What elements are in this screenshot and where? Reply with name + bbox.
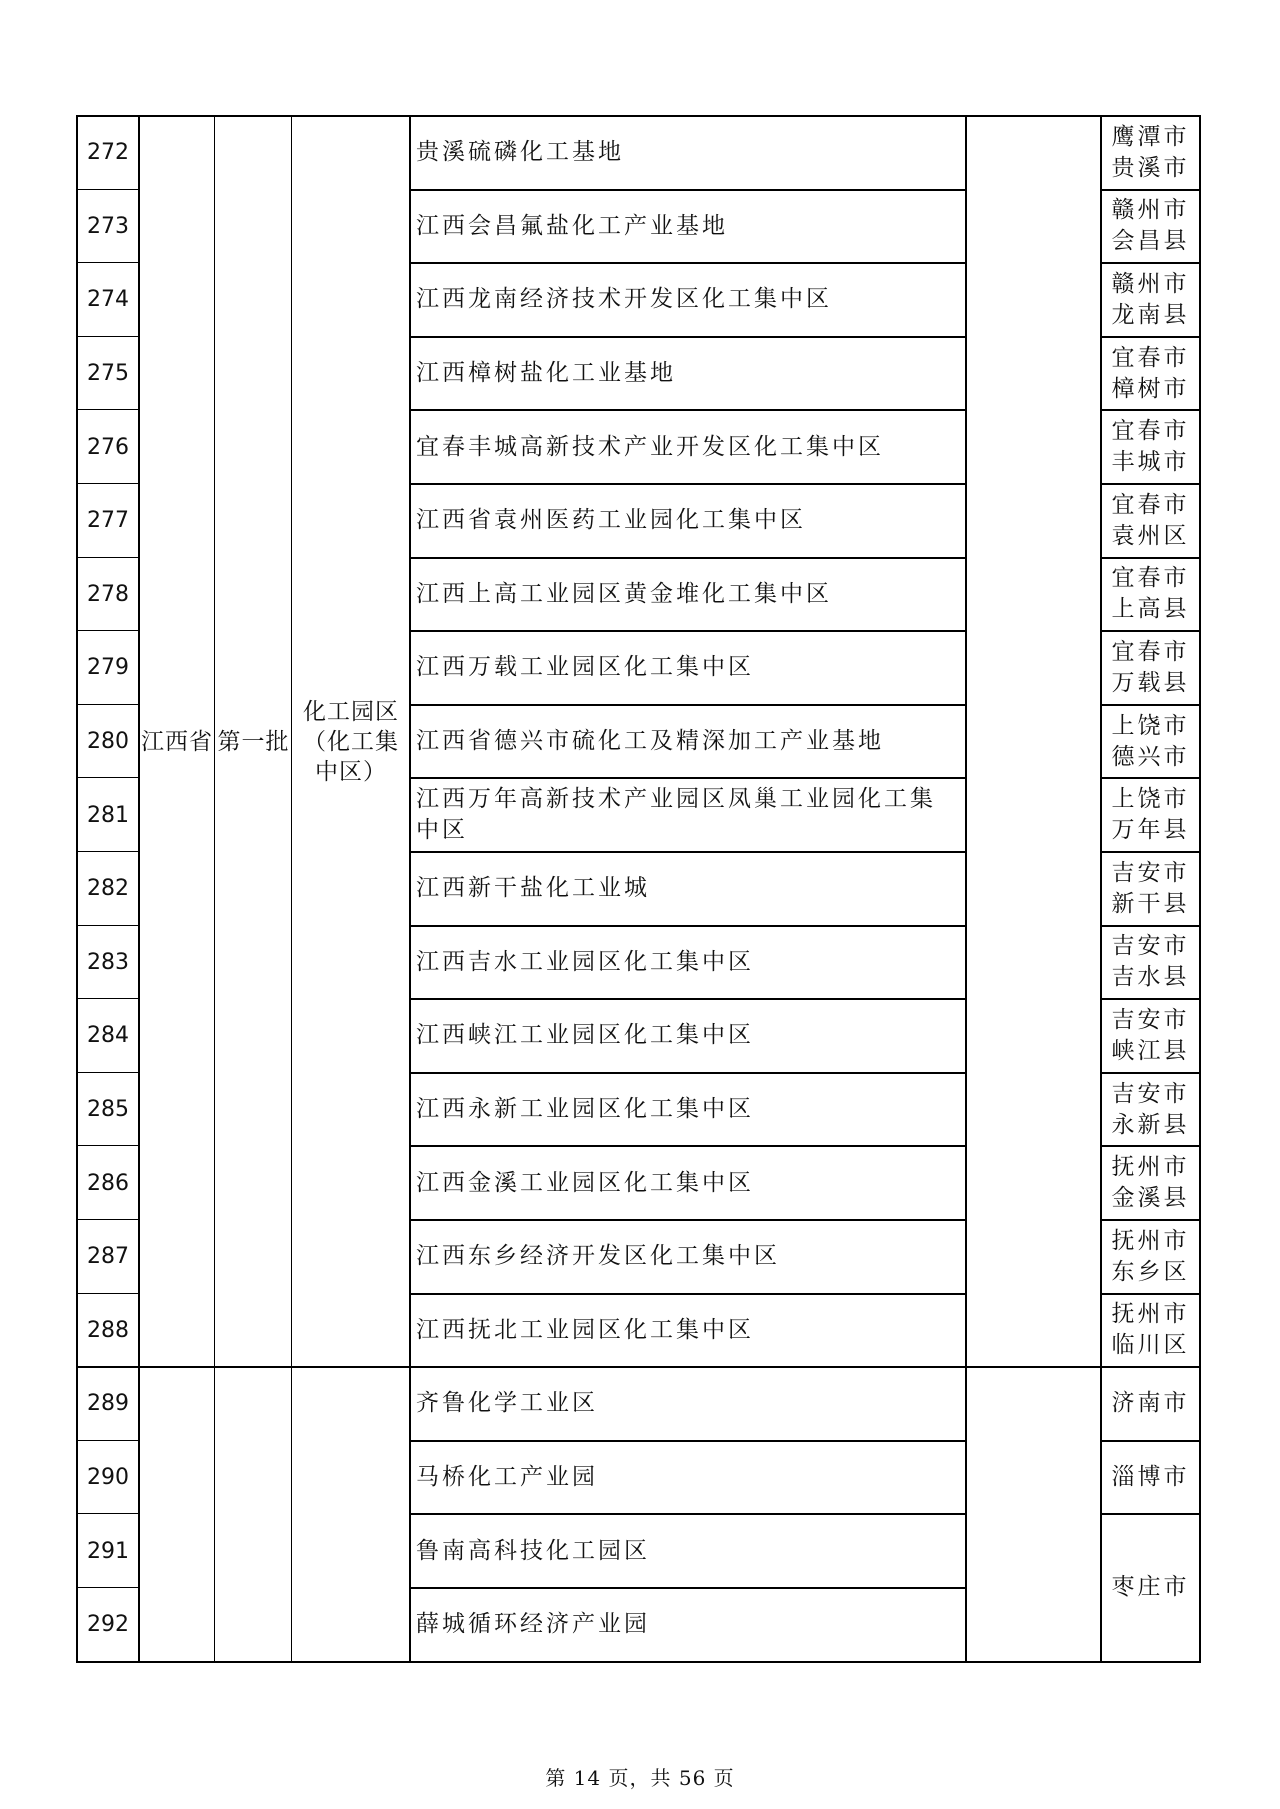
row-number: 272 <box>87 140 129 166</box>
row-number: 282 <box>87 876 129 902</box>
row-number: 273 <box>87 213 129 239</box>
park-name <box>410 778 966 852</box>
park-location: 赣州市 龙南县 <box>1111 270 1190 328</box>
park-location: 宜春市 上高县 <box>1111 565 1190 623</box>
row-number: 279 <box>87 655 129 681</box>
park-location: 赣州市 会昌县 <box>1111 197 1190 255</box>
row-number: 289 <box>87 1391 129 1417</box>
row-number: 280 <box>87 729 129 755</box>
park-location: 吉安市 永新县 <box>1111 1080 1190 1138</box>
park-name-text: 江西省德兴市硫化工及精深加工产业基地 <box>416 728 884 755</box>
batch-cell: 第一批 <box>217 728 290 755</box>
row-number: 292 <box>87 1612 129 1638</box>
row-number: 284 <box>87 1023 129 1049</box>
park-location: 上饶市 德兴市 <box>1111 712 1190 770</box>
park-name <box>410 999 966 1073</box>
park-name <box>410 1294 966 1368</box>
park-location: 吉安市 吉水县 <box>1111 933 1190 991</box>
park-name <box>410 1146 966 1220</box>
park-name <box>410 190 966 264</box>
park-location: 宜春市 丰城市 <box>1111 418 1190 476</box>
park-name <box>410 852 966 926</box>
park-location: 抚州市 东乡区 <box>1111 1227 1190 1285</box>
park-name-text: 鲁南高科技化工园区 <box>416 1537 650 1564</box>
park-location: 宜春市 樟树市 <box>1111 344 1190 402</box>
park-name <box>410 1367 966 1441</box>
row-number: 291 <box>87 1538 129 1564</box>
page-footer: 第 14 页，共 56 页 <box>545 1766 735 1790</box>
park-name-text: 宜春丰城高新技术产业开发区化工集中区 <box>416 433 884 460</box>
park-name-text: 马桥化工产业园 <box>416 1464 598 1491</box>
park-name-text: 江西东乡经济开发区化工集中区 <box>416 1243 780 1270</box>
category-cell: 化工园区（化工集中区） <box>303 698 399 785</box>
park-name <box>410 926 966 1000</box>
park-name-text: 贵溪硫磷化工基地 <box>416 139 624 166</box>
park-name <box>410 705 966 779</box>
row-number: 281 <box>87 802 129 828</box>
park-name <box>410 1441 966 1515</box>
park-location: 宜春市 袁州区 <box>1111 491 1190 549</box>
park-name <box>410 410 966 484</box>
park-name-text: 江西金溪工业园区化工集中区 <box>416 1169 754 1196</box>
row-number: 290 <box>87 1465 129 1491</box>
row-number: 276 <box>87 434 129 460</box>
park-name-text: 江西会昌氟盐化工产业基地 <box>416 212 728 239</box>
park-name-text: 江西龙南经济技术开发区化工集中区 <box>416 286 832 313</box>
park-name <box>410 558 966 632</box>
park-name <box>410 631 966 705</box>
park-name <box>410 263 966 337</box>
park-name-text: 薛城循环经济产业园 <box>416 1611 650 1638</box>
row-number: 286 <box>87 1170 129 1196</box>
row-number: 285 <box>87 1097 129 1123</box>
park-name <box>410 337 966 411</box>
row-number: 288 <box>87 1317 129 1343</box>
park-name-text: 齐鲁化学工业区 <box>416 1390 598 1417</box>
park-location: 吉安市 峡江县 <box>1111 1006 1190 1064</box>
park-location: 上饶市 万年县 <box>1111 786 1190 844</box>
park-name-text: 江西省袁州医药工业园化工集中区 <box>416 507 806 534</box>
park-name-text: 江西万年高新技术产业园区凤巢工业园化工集中区 <box>416 786 936 844</box>
park-name-text: 江西永新工业园区化工集中区 <box>416 1096 754 1123</box>
park-name <box>410 1588 966 1662</box>
park-name-text: 江西峡江工业园区化工集中区 <box>416 1022 754 1049</box>
row-number: 275 <box>87 361 129 387</box>
park-location-merged: 枣庄市 <box>1111 1574 1190 1601</box>
park-name-text: 江西樟树盐化工业基地 <box>416 360 676 387</box>
park-location: 抚州市 临川区 <box>1111 1301 1190 1359</box>
park-name-text: 江西吉水工业园区化工集中区 <box>416 948 754 975</box>
park-location: 鹰潭市 贵溪市 <box>1111 123 1190 181</box>
park-location: 宜春市 万载县 <box>1111 638 1190 696</box>
park-location: 淄博市 <box>1111 1464 1190 1491</box>
park-location: 吉安市 新干县 <box>1111 859 1190 917</box>
park-name-text: 江西万载工业园区化工集中区 <box>416 654 754 681</box>
park-name-text: 江西上高工业园区黄金堆化工集中区 <box>416 580 832 607</box>
row-number: 287 <box>87 1244 129 1270</box>
row-number: 283 <box>87 949 129 975</box>
row-number: 274 <box>87 287 129 313</box>
park-location: 抚州市 金溪县 <box>1111 1154 1190 1212</box>
park-name <box>410 116 966 190</box>
park-name <box>410 1220 966 1294</box>
park-name <box>410 1514 966 1588</box>
park-location: 济南市 <box>1111 1390 1190 1417</box>
row-number: 278 <box>87 581 129 607</box>
province-cell: 江西省 <box>141 728 213 755</box>
park-name <box>410 484 966 558</box>
row-number: 277 <box>87 508 129 534</box>
park-name <box>410 1073 966 1147</box>
park-name-text: 江西抚北工业园区化工集中区 <box>416 1316 754 1343</box>
park-name-text: 江西新干盐化工业城 <box>416 875 650 902</box>
